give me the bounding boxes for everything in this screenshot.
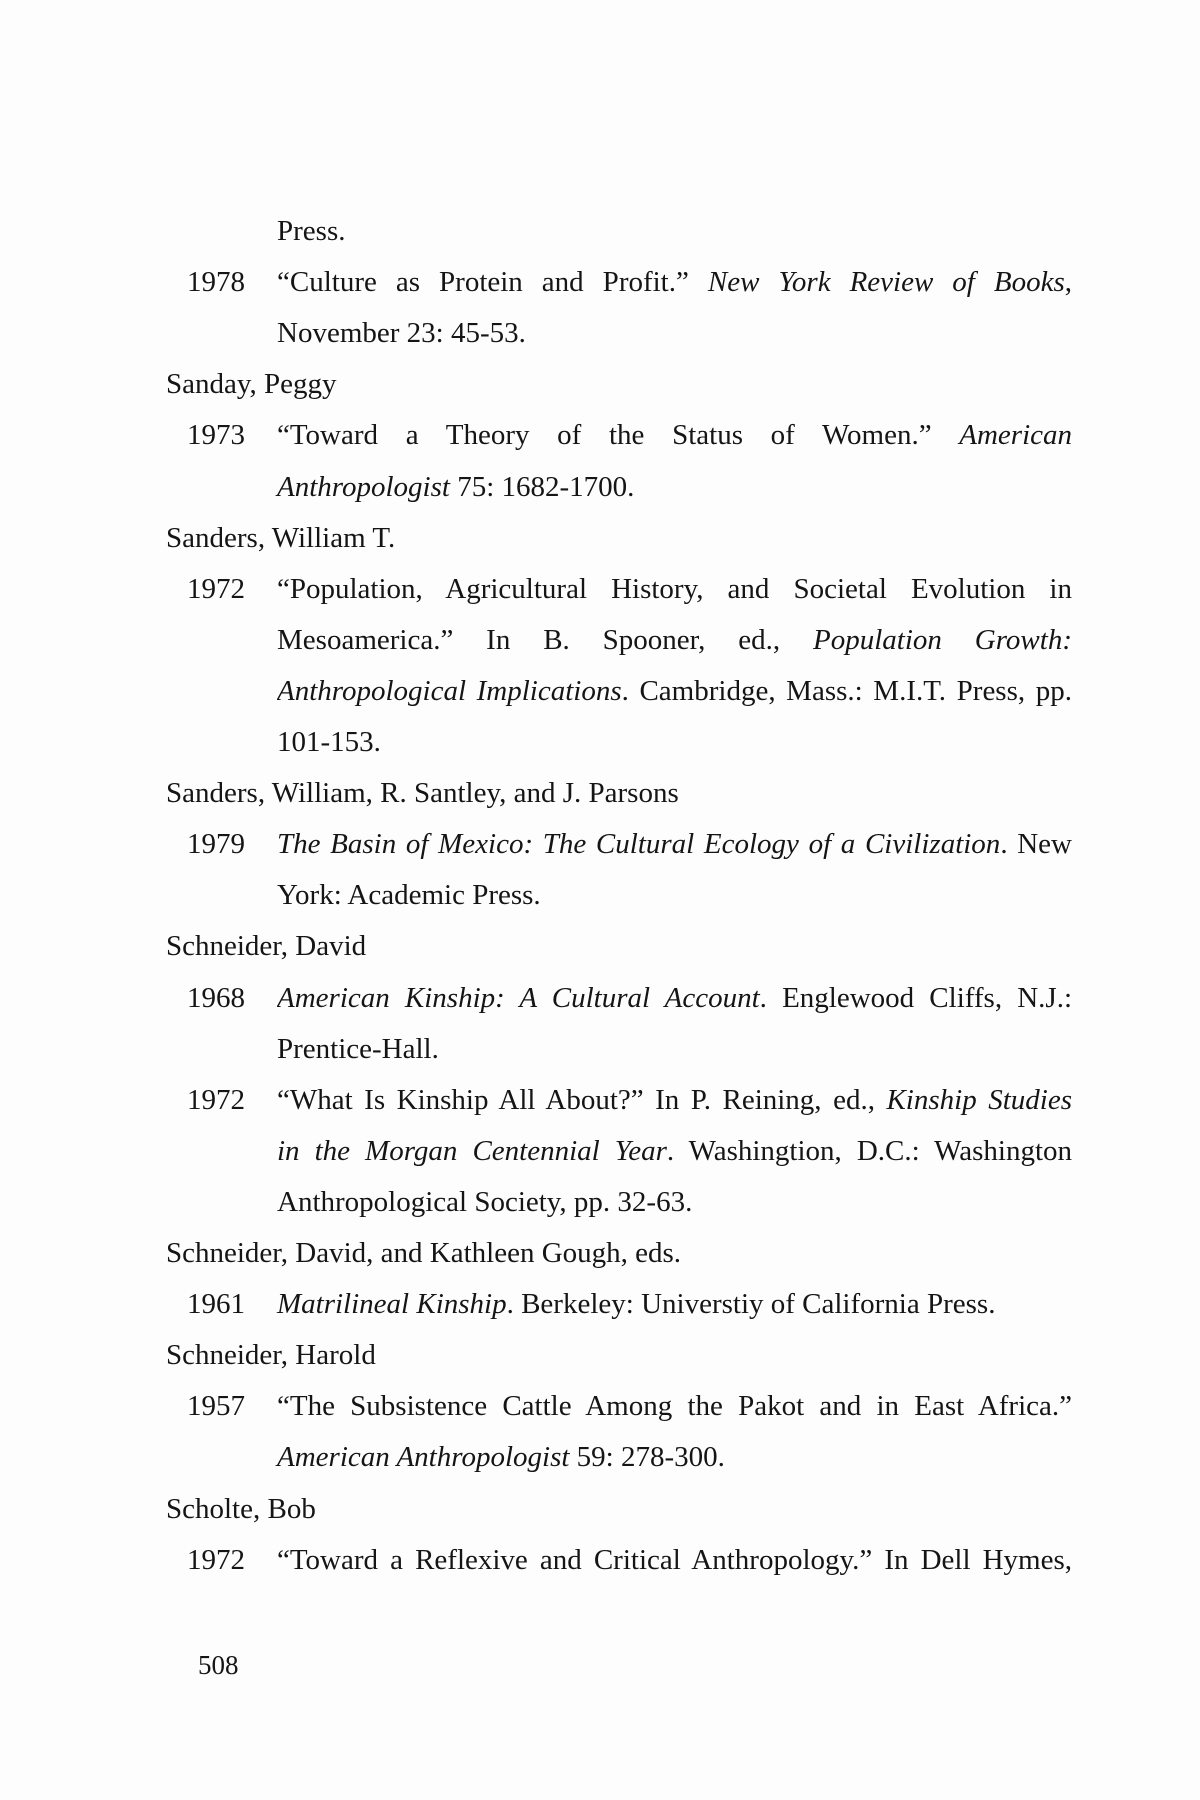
author-heading [166, 1491, 316, 1527]
citation-text: Scholte, Bob [166, 1492, 316, 1525]
author-heading [166, 775, 679, 811]
italic-title: American Kinship: A Cultural Account [277, 981, 760, 1014]
citation-text: “Toward a Theory of the Status of Women.” [277, 419, 960, 452]
citation-text: November 23: 45-53. [277, 317, 526, 350]
citation-text: Sanders, William T. [166, 521, 396, 554]
citation-text: 75: 1682-1700. [449, 470, 635, 503]
citation-line [277, 1184, 1072, 1220]
entry-year: 1972 [187, 1083, 245, 1116]
italic-title: Anthropologist [277, 470, 450, 503]
citation-text: “Culture as Protein and Profit.” [277, 266, 708, 299]
citation-text: 101-153. [277, 726, 381, 758]
citation-line [277, 673, 1072, 709]
author-heading [166, 1235, 681, 1271]
citation-line [277, 1031, 1072, 1067]
citation-text: . Englewood Cliffs, N.J.: [759, 981, 1072, 1014]
citation-line [277, 417, 1072, 453]
citation-text: 59: 278-300. [569, 1441, 725, 1474]
citation-text: . Washingtion, D.C.: Washington [666, 1134, 1072, 1167]
citation-text: “The Subsistence Cattle Among the Pakot and in East Africa.” [277, 1390, 1072, 1423]
citation-line [277, 622, 1072, 658]
italic-title: Matrilineal Kinship [277, 1288, 507, 1321]
italic-title: American [959, 419, 1072, 452]
citation-line [277, 980, 1072, 1016]
citation-line [277, 571, 1072, 607]
entry-year: 1972 [187, 1543, 245, 1576]
citation-text: Schneider, David [166, 930, 367, 963]
italic-title: The Basin of Mexico: The Cultural Ecology of a Civilization [277, 828, 1001, 861]
citation-line [277, 1439, 1072, 1475]
citation-text: “What Is Kinship All About?” In P. Reining, ed., [277, 1083, 887, 1116]
italic-title: Population Growth: [813, 623, 1072, 656]
citation-line [277, 1082, 1072, 1118]
citation-text: “Population, Agricultural History, and Societal Evolution in [277, 572, 1072, 605]
citation-line [277, 877, 1072, 913]
citation-line [277, 264, 1072, 300]
italic-title: New York Review of Books [707, 266, 1065, 299]
citation-text: Prentice-Hall. [277, 1032, 439, 1065]
citation-text: Anthropological Society, pp. 32-63. [277, 1185, 693, 1218]
citation-line [277, 826, 1072, 862]
italic-title: Anthropological Implications [277, 674, 622, 707]
citation-text: Sanders, William, R. Santley, and J. Parsons [166, 777, 679, 810]
citation-text: , [1064, 266, 1072, 299]
author-heading [166, 1337, 376, 1373]
italic-title: Kinship Studies [886, 1083, 1072, 1116]
citation-text: Schneider, Harold [166, 1339, 376, 1372]
citation-line [277, 1133, 1072, 1169]
entry-year: 1979 [187, 828, 245, 861]
citation-text: Press. [277, 215, 346, 247]
entry-year: 1961 [187, 1288, 245, 1321]
citation-line [277, 1542, 1072, 1578]
entry-year: 1973 [187, 419, 245, 452]
author-heading [166, 520, 395, 556]
entry-year: 1957 [187, 1390, 245, 1423]
citation-text: . Berkeley: Universtiy of California Press. [506, 1288, 996, 1321]
citation-text: . Cambridge, Mass.: M.I.T. Press, pp. [621, 674, 1072, 707]
page-number: 508 [198, 1650, 239, 1680]
citation-text: “Toward a Reflexive and Critical Anthropology.” In Dell Hymes, [277, 1543, 1072, 1576]
author-heading [166, 928, 366, 964]
citation-text: Sanday, Peggy [166, 368, 337, 401]
citation-line [277, 469, 1072, 505]
citation-line [277, 1286, 1072, 1322]
entry-year: 1978 [187, 266, 245, 299]
entry-year: 1968 [187, 981, 245, 1014]
citation-line [277, 213, 1072, 249]
citation-text: Mesoamerica.” In B. Spooner, ed., [277, 623, 814, 656]
citation-text: York: Academic Press. [277, 879, 541, 912]
italic-title: American Anthropologist [277, 1441, 570, 1474]
author-heading [166, 366, 337, 402]
entry-year: 1972 [187, 572, 245, 605]
italic-title: in the Morgan Centennial Year [277, 1134, 667, 1167]
citation-line [277, 724, 1072, 760]
citation-text: . New [1000, 828, 1072, 861]
citation-line [277, 1388, 1072, 1424]
citation-text: Schneider, David, and Kathleen Gough, eds. [166, 1237, 682, 1269]
citation-line [277, 315, 1072, 351]
